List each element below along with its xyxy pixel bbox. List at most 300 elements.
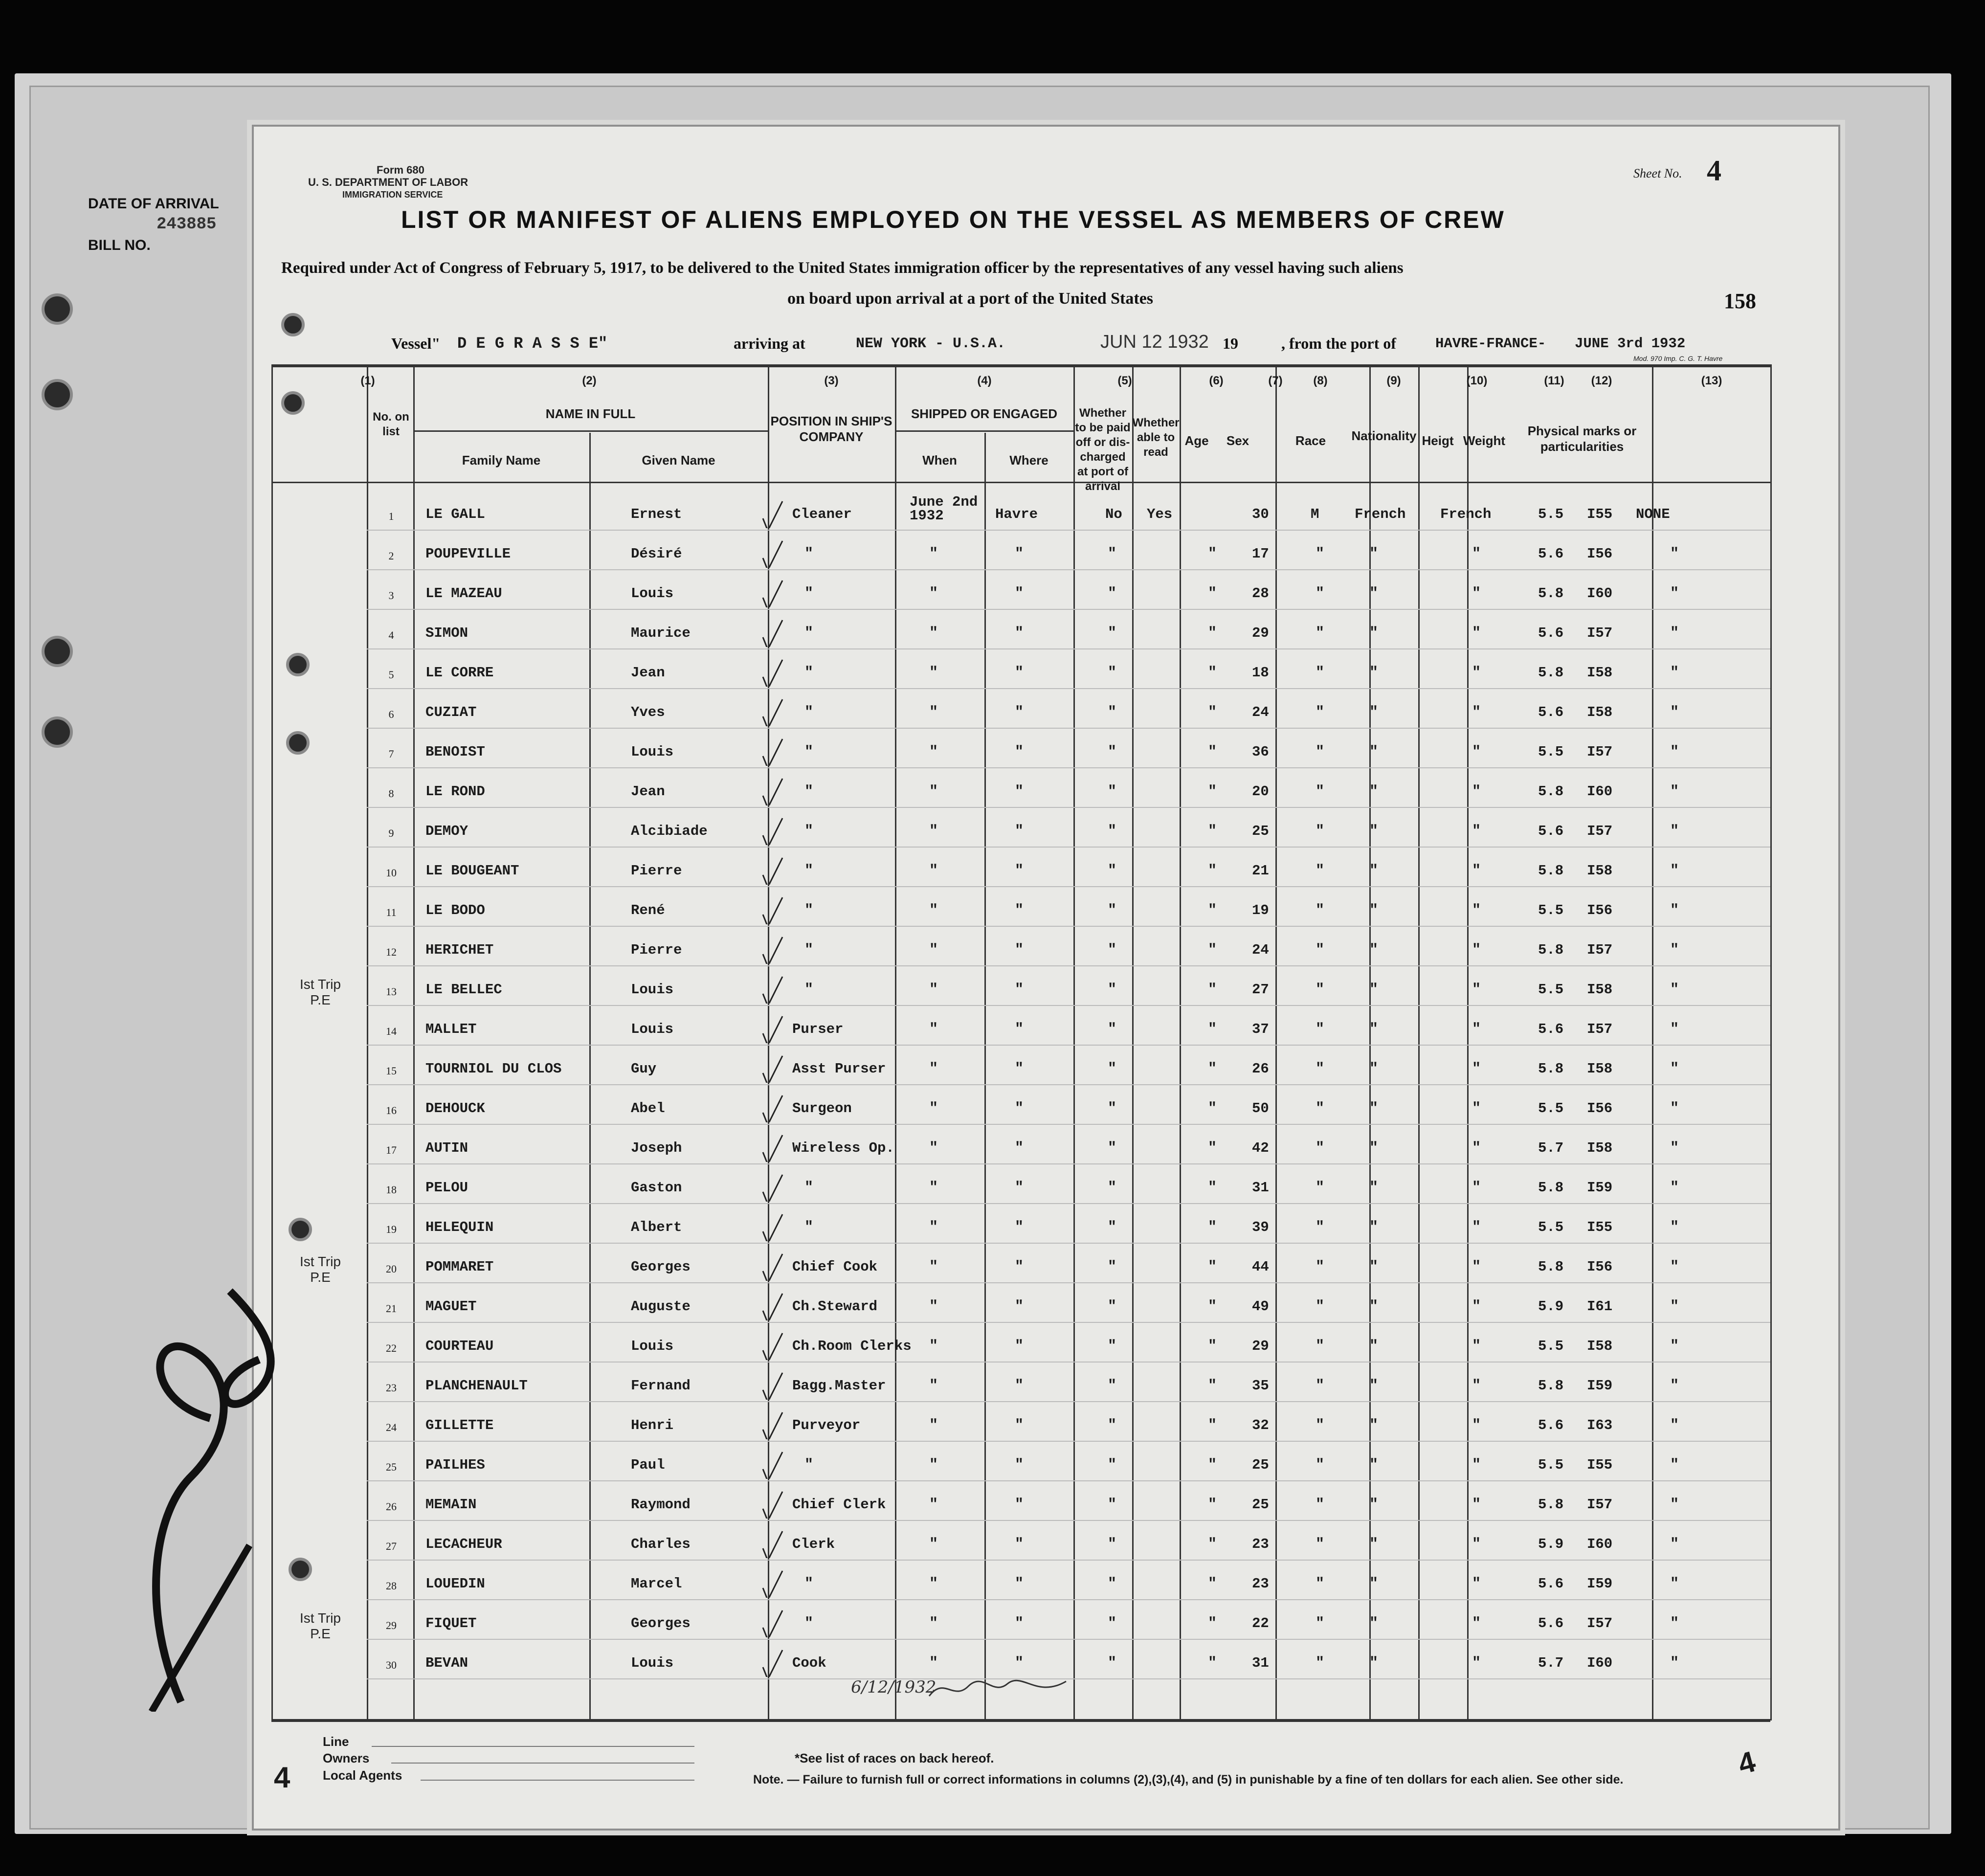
column-number: (8) bbox=[1313, 374, 1328, 387]
given-name: Jean bbox=[631, 783, 665, 800]
paid-off: " bbox=[1108, 1298, 1117, 1315]
shipped-where: " bbox=[1015, 1061, 1024, 1077]
given-name: Pierre bbox=[631, 863, 682, 879]
given-name: Louis bbox=[631, 982, 674, 998]
height: 5.5 bbox=[1538, 1338, 1564, 1354]
age: 39 bbox=[1252, 1219, 1269, 1235]
row-number: 16 bbox=[386, 1104, 397, 1117]
column-number: (6) bbox=[1209, 374, 1224, 387]
check-mark-icon bbox=[760, 1410, 785, 1439]
shipped-where: " bbox=[1015, 982, 1024, 998]
weight: I57 bbox=[1587, 1496, 1613, 1513]
sex: " bbox=[1316, 1576, 1325, 1592]
row-number: 5 bbox=[388, 669, 394, 681]
physical-marks: " bbox=[1670, 1021, 1679, 1038]
sex: " bbox=[1316, 625, 1325, 642]
age: 20 bbox=[1252, 783, 1269, 800]
shipped-when: " bbox=[929, 546, 938, 562]
nationality: " bbox=[1472, 1259, 1481, 1275]
shipped-where: " bbox=[1015, 1615, 1024, 1632]
position: " bbox=[804, 982, 814, 998]
arriving-label: arriving at bbox=[734, 335, 805, 352]
nationality: " bbox=[1472, 1338, 1481, 1355]
weight: I58 bbox=[1587, 1338, 1613, 1354]
sex: " bbox=[1316, 546, 1325, 562]
punch-hole bbox=[42, 636, 73, 667]
row-number: 4 bbox=[388, 629, 394, 641]
shipped-where: " bbox=[1015, 1180, 1024, 1196]
family-name: LE GALL bbox=[425, 506, 485, 522]
sex: " bbox=[1316, 863, 1325, 879]
able-to-read: " bbox=[1208, 1496, 1217, 1513]
column-number: (2) bbox=[582, 374, 597, 387]
from-port-label: , from the port of bbox=[1281, 335, 1396, 352]
column-number: (5) bbox=[1117, 374, 1132, 387]
row-rule bbox=[367, 569, 1770, 570]
row-rule bbox=[367, 1203, 1770, 1204]
weight: I57 bbox=[1587, 1615, 1613, 1631]
nationality: " bbox=[1472, 1100, 1481, 1117]
row-rule bbox=[367, 767, 1770, 768]
height: 5.8 bbox=[1538, 1496, 1564, 1513]
paid-off: " bbox=[1108, 1655, 1117, 1672]
position: " bbox=[804, 546, 814, 562]
nationality: " bbox=[1472, 982, 1481, 998]
able-to-read: " bbox=[1208, 1457, 1217, 1474]
nationality: " bbox=[1472, 1417, 1481, 1434]
sex: " bbox=[1316, 902, 1325, 919]
race: French bbox=[1355, 506, 1406, 522]
age: 19 bbox=[1252, 902, 1269, 918]
check-mark-icon bbox=[760, 1133, 785, 1162]
family-name: LE MAZEAU bbox=[425, 585, 502, 602]
shipped-where: " bbox=[1015, 1021, 1024, 1038]
physical-marks: " bbox=[1670, 1338, 1679, 1355]
given-name: Raymond bbox=[631, 1496, 691, 1513]
race: " bbox=[1369, 1140, 1379, 1157]
table-bottom-rule bbox=[271, 1719, 1770, 1722]
check-mark-icon bbox=[760, 1331, 785, 1360]
row-number: 9 bbox=[388, 827, 394, 839]
weight: I55 bbox=[1587, 1219, 1613, 1235]
weight: I55 bbox=[1587, 506, 1613, 522]
row-rule bbox=[367, 1005, 1770, 1006]
column-rule bbox=[413, 364, 415, 1720]
given-name: Louis bbox=[631, 585, 674, 602]
given-name: Guy bbox=[631, 1061, 657, 1077]
given-name: Auguste bbox=[631, 1298, 691, 1315]
height: 5.9 bbox=[1538, 1536, 1564, 1552]
shipped-when: " bbox=[929, 1021, 938, 1038]
shipped-where: " bbox=[1015, 1140, 1024, 1157]
age: 24 bbox=[1252, 942, 1269, 958]
check-mark-icon bbox=[760, 935, 785, 964]
race: " bbox=[1369, 665, 1379, 681]
manifest-subtitle: Required under Act of Congress of February 5, 1917, to be delivered to the United States immigration officer by the representatives of any vessel having such aliens bbox=[281, 259, 1404, 277]
row-number: 17 bbox=[386, 1144, 397, 1156]
family-name: POUPEVILLE bbox=[425, 546, 511, 562]
shipped-when: " bbox=[929, 704, 938, 721]
departure-date: JUNE 3rd 1932 bbox=[1575, 335, 1686, 352]
sex: " bbox=[1316, 783, 1325, 800]
shipped-where: " bbox=[1015, 1298, 1024, 1315]
shipped-when: " bbox=[929, 1180, 938, 1196]
able-to-read: " bbox=[1208, 704, 1217, 721]
race: " bbox=[1369, 1536, 1379, 1553]
position: Wireless Op. bbox=[792, 1140, 894, 1156]
row-rule bbox=[367, 1045, 1770, 1046]
able-to-read: " bbox=[1208, 1536, 1217, 1553]
column-rule bbox=[1652, 364, 1653, 1720]
form-number: Form 680 bbox=[377, 164, 424, 176]
position: Cleaner bbox=[792, 506, 852, 522]
family-name: HELEQUIN bbox=[425, 1219, 494, 1235]
weight: I57 bbox=[1587, 823, 1613, 839]
physical-marks: " bbox=[1670, 1259, 1679, 1275]
physical-marks: " bbox=[1670, 1496, 1679, 1513]
shipped-where: " bbox=[1015, 783, 1024, 800]
age: 30 bbox=[1252, 506, 1269, 522]
arrival-stamp-number: 243885 bbox=[156, 215, 217, 234]
footer-owners-label: Owners bbox=[323, 1751, 370, 1765]
inspector-signature bbox=[924, 1672, 1071, 1706]
shipped-where: " bbox=[1015, 585, 1024, 602]
paid-off: " bbox=[1108, 942, 1117, 959]
sheet-label: Sheet No. bbox=[1633, 166, 1682, 180]
column-header-able-read: Whether able to read bbox=[1132, 416, 1180, 459]
weight: I55 bbox=[1587, 1457, 1613, 1473]
shipped-when: " bbox=[929, 1259, 938, 1275]
physical-marks: " bbox=[1670, 744, 1679, 760]
sex: " bbox=[1316, 1219, 1325, 1236]
sex: " bbox=[1316, 585, 1325, 602]
nationality: French bbox=[1440, 506, 1492, 522]
row-number: 11 bbox=[386, 906, 397, 918]
shipped-where: " bbox=[1015, 1457, 1024, 1474]
family-name: LE BODO bbox=[425, 902, 485, 918]
row-rule bbox=[367, 847, 1770, 848]
nationality: " bbox=[1472, 823, 1481, 840]
paid-off: " bbox=[1108, 665, 1117, 681]
check-mark-icon bbox=[760, 816, 785, 845]
able-to-read: " bbox=[1208, 1378, 1217, 1394]
row-number: 21 bbox=[386, 1302, 397, 1315]
age: 25 bbox=[1252, 823, 1269, 839]
height: 5.6 bbox=[1538, 546, 1564, 562]
shipped-where: " bbox=[1015, 1100, 1024, 1117]
paid-off: " bbox=[1108, 704, 1117, 721]
shipped-when: " bbox=[929, 744, 938, 760]
paid-off: " bbox=[1108, 1180, 1117, 1196]
row-number: 22 bbox=[386, 1342, 397, 1354]
weight: I57 bbox=[1587, 625, 1613, 641]
column-header-family-name: Family Name bbox=[462, 453, 541, 468]
able-to-read: " bbox=[1208, 1615, 1217, 1632]
shipped-where: " bbox=[1015, 744, 1024, 760]
check-mark-icon bbox=[760, 974, 785, 1004]
height: 5.6 bbox=[1538, 823, 1564, 839]
nationality: " bbox=[1472, 1576, 1481, 1592]
weight: I58 bbox=[1587, 1140, 1613, 1156]
age: 25 bbox=[1252, 1496, 1269, 1513]
sex: " bbox=[1316, 665, 1325, 681]
weight: I56 bbox=[1587, 1100, 1613, 1117]
nationality: " bbox=[1472, 744, 1481, 760]
race: " bbox=[1369, 1298, 1379, 1315]
age: 28 bbox=[1252, 585, 1269, 602]
paid-off: " bbox=[1108, 1100, 1117, 1117]
row-rule bbox=[367, 1401, 1770, 1402]
age: 50 bbox=[1252, 1100, 1269, 1117]
race: " bbox=[1369, 1100, 1379, 1117]
race: " bbox=[1369, 1417, 1379, 1434]
sex: " bbox=[1316, 1021, 1325, 1038]
column-header-height: Heigt bbox=[1422, 433, 1454, 448]
shipped-when: " bbox=[929, 585, 938, 602]
shipped-when: " bbox=[929, 783, 938, 800]
manifest-title: LIST OR MANIFEST OF ALIENS EMPLOYED ON THE VESSEL AS MEMBERS OF CREW bbox=[401, 206, 1505, 233]
punch-hole bbox=[42, 716, 73, 748]
height: 5.5 bbox=[1538, 744, 1564, 760]
weight: I59 bbox=[1587, 1180, 1613, 1196]
check-mark-icon bbox=[760, 1648, 785, 1677]
physical-marks: " bbox=[1670, 585, 1679, 602]
shipped-when: " bbox=[929, 1496, 938, 1513]
footer-agents-label: Local Agents bbox=[323, 1768, 402, 1783]
nationality: " bbox=[1472, 902, 1481, 919]
race: " bbox=[1369, 1457, 1379, 1474]
weight: I60 bbox=[1587, 1536, 1613, 1552]
position: " bbox=[804, 1457, 814, 1474]
sex: " bbox=[1316, 1615, 1325, 1632]
check-mark-icon bbox=[760, 1291, 785, 1320]
shipped-where: " bbox=[1015, 942, 1024, 959]
weight: I63 bbox=[1587, 1417, 1613, 1433]
weight: I58 bbox=[1587, 665, 1613, 681]
height: 5.6 bbox=[1538, 625, 1564, 641]
shipped-where: " bbox=[1015, 863, 1024, 879]
shipped-when: " bbox=[929, 1457, 938, 1474]
given-name: Louis bbox=[631, 1655, 674, 1671]
sex: M bbox=[1311, 506, 1319, 522]
family-name: DEHOUCK bbox=[425, 1100, 485, 1117]
nationality: " bbox=[1472, 1219, 1481, 1236]
row-rule bbox=[367, 728, 1770, 729]
check-mark-icon bbox=[760, 1212, 785, 1241]
nationality: " bbox=[1472, 1536, 1481, 1553]
row-rule bbox=[367, 648, 1770, 649]
weight: I56 bbox=[1587, 546, 1613, 562]
age: 29 bbox=[1252, 1338, 1269, 1354]
able-to-read: " bbox=[1208, 982, 1217, 998]
column-rule bbox=[1770, 364, 1772, 1720]
height: 5.5 bbox=[1538, 902, 1564, 918]
shipped-where: " bbox=[1015, 704, 1024, 721]
family-name: LECACHEUR bbox=[425, 1536, 502, 1552]
punch-hole bbox=[281, 391, 305, 415]
able-to-read: " bbox=[1208, 783, 1217, 800]
vessel-label: Vessel" bbox=[391, 335, 441, 352]
paid-off: " bbox=[1108, 1140, 1117, 1157]
row-number: 18 bbox=[386, 1184, 397, 1196]
shipped-where: " bbox=[1015, 823, 1024, 840]
weight: I58 bbox=[1587, 704, 1613, 720]
row-number: 12 bbox=[386, 946, 397, 958]
shipped-where: " bbox=[1015, 1219, 1024, 1236]
row-number: 29 bbox=[386, 1619, 397, 1631]
punch-hole bbox=[281, 313, 305, 336]
race: " bbox=[1369, 704, 1379, 721]
height: 5.8 bbox=[1538, 665, 1564, 681]
paid-off: " bbox=[1108, 1219, 1117, 1236]
position: " bbox=[804, 863, 814, 879]
check-mark-icon bbox=[760, 1172, 785, 1202]
able-to-read: " bbox=[1208, 1298, 1217, 1315]
row-rule bbox=[367, 1520, 1770, 1521]
punch-hole bbox=[42, 379, 73, 410]
race: " bbox=[1369, 823, 1379, 840]
shipped-when: " bbox=[929, 942, 938, 959]
shipped-when: " bbox=[929, 625, 938, 642]
shipped-where: " bbox=[1015, 665, 1024, 681]
given-name: Henri bbox=[631, 1417, 674, 1433]
position: " bbox=[804, 902, 814, 919]
given-name: Maurice bbox=[631, 625, 691, 641]
nationality: " bbox=[1472, 783, 1481, 800]
column-header-sex: Sex bbox=[1226, 433, 1249, 448]
able-to-read: " bbox=[1208, 1061, 1217, 1077]
able-to-read: " bbox=[1208, 1655, 1217, 1672]
position: " bbox=[804, 704, 814, 721]
column-number: (11) bbox=[1544, 374, 1564, 387]
column-header-marks: Physical marks or particularities bbox=[1527, 424, 1637, 454]
weight: I61 bbox=[1587, 1298, 1613, 1315]
punch-hole bbox=[42, 293, 73, 325]
given-name: Alcibiade bbox=[631, 823, 708, 839]
sex: " bbox=[1316, 1180, 1325, 1196]
position: " bbox=[804, 625, 814, 642]
race: " bbox=[1369, 546, 1379, 562]
family-name: MAGUET bbox=[425, 1298, 477, 1315]
shipped-when: " bbox=[929, 1338, 938, 1355]
margin-note-trip: Ist Trip bbox=[299, 1254, 341, 1269]
height: 5.7 bbox=[1538, 1655, 1564, 1671]
sex: " bbox=[1316, 1140, 1325, 1157]
column-rule bbox=[1275, 364, 1277, 1720]
position: Cook bbox=[792, 1655, 826, 1671]
nationality: " bbox=[1472, 1655, 1481, 1672]
column-header-age: Age bbox=[1184, 433, 1209, 448]
nationality: " bbox=[1472, 863, 1481, 879]
weight: I56 bbox=[1587, 902, 1613, 918]
check-mark-icon bbox=[760, 1568, 785, 1598]
paid-off: " bbox=[1108, 1378, 1117, 1394]
signature-date: 6/12/1932 bbox=[851, 1677, 937, 1697]
given-name: Louis bbox=[631, 744, 674, 760]
physical-marks: " bbox=[1670, 1219, 1679, 1236]
age: 36 bbox=[1252, 744, 1269, 760]
footer-owners-rule bbox=[391, 1763, 694, 1764]
height: 5.5 bbox=[1538, 982, 1564, 998]
height: 5.6 bbox=[1538, 1576, 1564, 1592]
height: 5.5 bbox=[1538, 1219, 1564, 1235]
able-to-read: " bbox=[1208, 744, 1217, 760]
family-name: PLANCHENAULT bbox=[425, 1378, 528, 1394]
height: 5.8 bbox=[1538, 1378, 1564, 1394]
check-mark-icon bbox=[760, 1370, 785, 1400]
sex: " bbox=[1316, 1536, 1325, 1553]
age: 25 bbox=[1252, 1457, 1269, 1473]
able-to-read: " bbox=[1208, 1140, 1217, 1157]
age: 23 bbox=[1252, 1576, 1269, 1592]
position: " bbox=[804, 665, 814, 681]
sex: " bbox=[1316, 744, 1325, 760]
check-mark-icon bbox=[760, 697, 785, 726]
paid-off: " bbox=[1108, 1576, 1117, 1592]
race: " bbox=[1369, 783, 1379, 800]
shipped-where: " bbox=[1015, 1536, 1024, 1553]
shipped-where: " bbox=[1015, 546, 1024, 562]
paid-off: " bbox=[1108, 902, 1117, 919]
column-rule bbox=[589, 433, 591, 1720]
column-header-paid-off: Whether to be paid off or dis-charged at port of arrival bbox=[1075, 406, 1131, 493]
family-name: COURTEAU bbox=[425, 1338, 494, 1354]
sex: " bbox=[1316, 823, 1325, 840]
weight: I57 bbox=[1587, 942, 1613, 958]
position: " bbox=[804, 1180, 814, 1196]
shipped-when: " bbox=[929, 823, 938, 840]
shipped-when: " bbox=[929, 1219, 938, 1236]
height: 5.8 bbox=[1538, 942, 1564, 958]
paid-off: " bbox=[1108, 546, 1117, 562]
shipped-when: " bbox=[929, 665, 938, 681]
nationality: " bbox=[1472, 1140, 1481, 1157]
row-number: 15 bbox=[386, 1065, 397, 1077]
row-number: 25 bbox=[386, 1461, 397, 1473]
age: 22 bbox=[1252, 1615, 1269, 1631]
physical-marks: " bbox=[1670, 1615, 1679, 1632]
physical-marks: " bbox=[1670, 625, 1679, 642]
service-label: IMMIGRATION SERVICE bbox=[342, 190, 443, 200]
row-number: 26 bbox=[386, 1500, 397, 1513]
table-top-rule bbox=[271, 364, 1770, 367]
column-header-shipped: SHIPPED OR ENGAGED bbox=[911, 406, 1058, 421]
sex: " bbox=[1316, 982, 1325, 998]
row-number: 6 bbox=[388, 708, 394, 720]
subheader-rule bbox=[413, 430, 768, 432]
column-header-weight: Weight bbox=[1463, 433, 1506, 448]
shipped-when: " bbox=[929, 1536, 938, 1553]
physical-marks: " bbox=[1670, 1298, 1679, 1315]
position: " bbox=[804, 823, 814, 840]
family-name: BENOIST bbox=[425, 744, 485, 760]
position: " bbox=[804, 744, 814, 760]
physical-marks: " bbox=[1670, 902, 1679, 919]
column-header-nationality: Nationality bbox=[1351, 428, 1417, 443]
height: 5.8 bbox=[1538, 1180, 1564, 1196]
margin-note-trip: Ist Trip bbox=[299, 1610, 341, 1626]
column-rule bbox=[1073, 364, 1075, 1720]
nationality: " bbox=[1472, 1615, 1481, 1632]
given-name: Georges bbox=[631, 1615, 691, 1631]
column-number: (4) bbox=[977, 374, 992, 387]
paid-off: " bbox=[1108, 1417, 1117, 1434]
sex: " bbox=[1316, 1655, 1325, 1672]
position: Clerk bbox=[792, 1536, 835, 1552]
position: Purveyor bbox=[792, 1417, 861, 1433]
able-to-read: " bbox=[1208, 1417, 1217, 1434]
shipped-where: " bbox=[1015, 1576, 1024, 1592]
